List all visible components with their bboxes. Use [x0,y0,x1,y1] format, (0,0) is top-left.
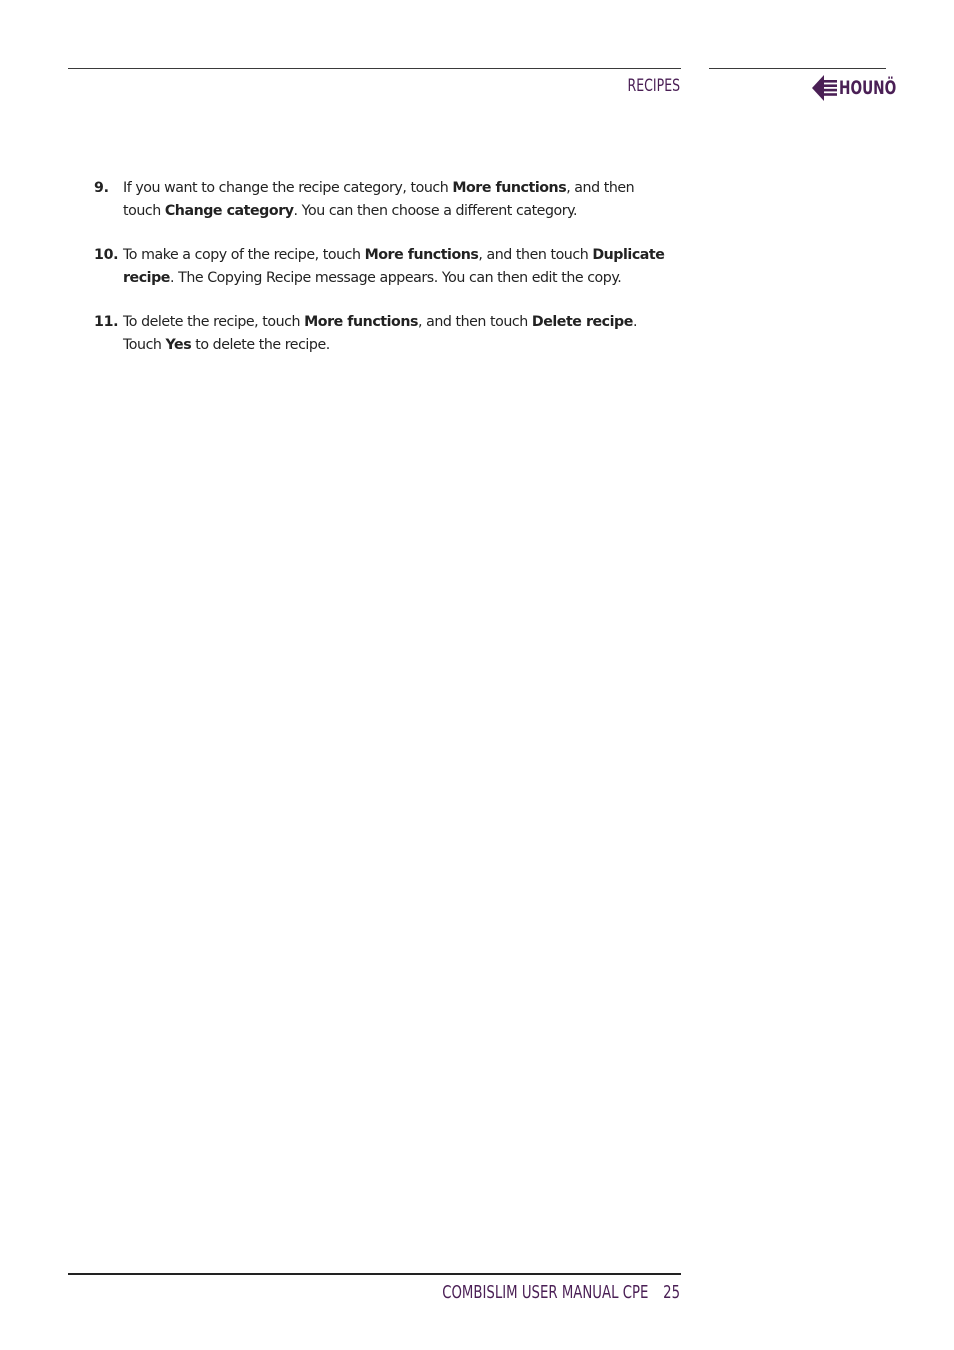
ui-term: Yes [165,336,192,353]
header-rule-right [709,68,886,69]
ui-term: More functions [364,247,479,263]
step-number: 10. [94,247,119,263]
step-number: 9. [94,180,109,196]
ui-term: Delete recipe [531,314,633,330]
step-text-part: , and then touch [417,314,532,330]
step-text [123,180,634,219]
step-text-part: To make a copy of the recipe, touch [123,247,365,263]
step-text-part: To delete the recipe, touch [123,314,305,330]
step-text-part: , and then touch [478,247,593,263]
step-text [123,314,637,353]
step-text-part: If you want to change the recipe category, touch [123,180,453,196]
manual-title: COMBISLIM USER MANUAL CPE [442,1282,649,1303]
ui-term: More functions [304,314,418,330]
page-footer [442,1282,680,1303]
step-number: 11. [94,314,119,330]
logo-text: HOUNÖ [839,77,897,99]
step-item [94,244,674,289]
step-text [123,247,664,286]
ui-term: Change category [164,202,294,219]
step-text-part: . Touch [123,314,637,353]
ui-term: Duplicate recipe [123,247,665,286]
step-text-part: to delete the recipe. [191,336,330,353]
step-text-part: , and then touch [123,180,635,219]
step-text-part: . The Copying Recipe message appears. You can then edit the copy. [169,269,622,286]
section-title: RECIPES [627,76,680,96]
step-item [94,311,674,356]
instruction-steps [94,177,674,378]
footer-rule [68,1273,681,1275]
page-number: 25 [663,1282,680,1303]
step-text-part: . You can then choose a different category. [293,202,578,219]
header-rule-left [68,68,681,69]
logo-icon [811,74,837,102]
ui-term: More functions [452,180,567,196]
step-item [94,177,674,222]
brand-logo [811,73,919,103]
